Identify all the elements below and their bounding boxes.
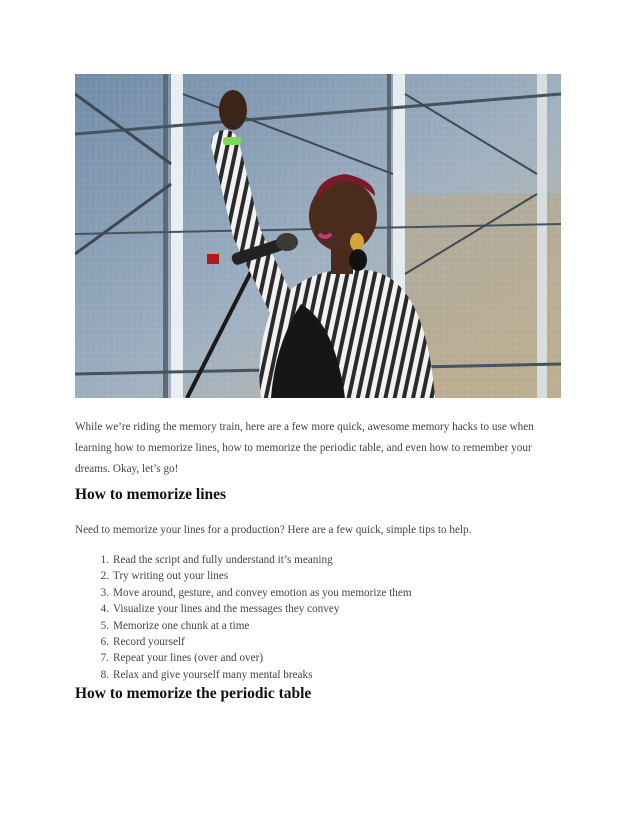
list-text: Repeat your lines (over and over) <box>113 652 264 665</box>
list-text: Visualize your lines and the messages they convey <box>113 603 340 616</box>
list-text: Move around, gesture, and convey emotion as you memorize them <box>113 586 412 599</box>
list-text: Record yourself <box>113 635 185 648</box>
list-number: 1. <box>100 554 109 566</box>
list-text: Memorize one chunk at a time <box>113 619 250 632</box>
list-item <box>75 634 555 650</box>
list-text: Read the script and fully understand it’s meaning <box>113 554 333 566</box>
list-text: Relax and give yourself many mental breaks <box>113 668 313 681</box>
list-number: 5. <box>100 619 109 632</box>
heading-memorize-periodic-table: How to memorize the periodic table <box>75 685 312 702</box>
list-number: 2. <box>100 570 109 583</box>
list-number: 6. <box>100 635 109 648</box>
list-number: 7. <box>100 652 109 665</box>
heading-memorize-lines: How to memorize lines <box>75 486 227 503</box>
list-item <box>75 585 555 601</box>
list-text: Try writing out your lines <box>113 570 229 583</box>
list-item <box>75 601 555 617</box>
lines-tips-list <box>75 552 555 683</box>
lines-lead-paragraph: Need to memorize your lines for a production? Here are a few quick, simple tips to help. <box>75 524 472 536</box>
list-item <box>75 618 555 634</box>
intro-paragraph: While we’re riding the memory train, here are a few more quick, awesome memory hacks to use when learning how to memorize lines, how to memorize the periodic table, and even how to remember your dreams. Okay, let’s go! <box>75 421 534 475</box>
list-number: 4. <box>100 603 109 616</box>
list-number: 3. <box>100 586 109 599</box>
list-item <box>75 568 555 584</box>
hero-photo <box>75 74 561 398</box>
list-item <box>75 552 555 568</box>
list-item <box>75 650 555 666</box>
list-number: 8. <box>100 668 109 681</box>
list-item <box>75 667 555 683</box>
